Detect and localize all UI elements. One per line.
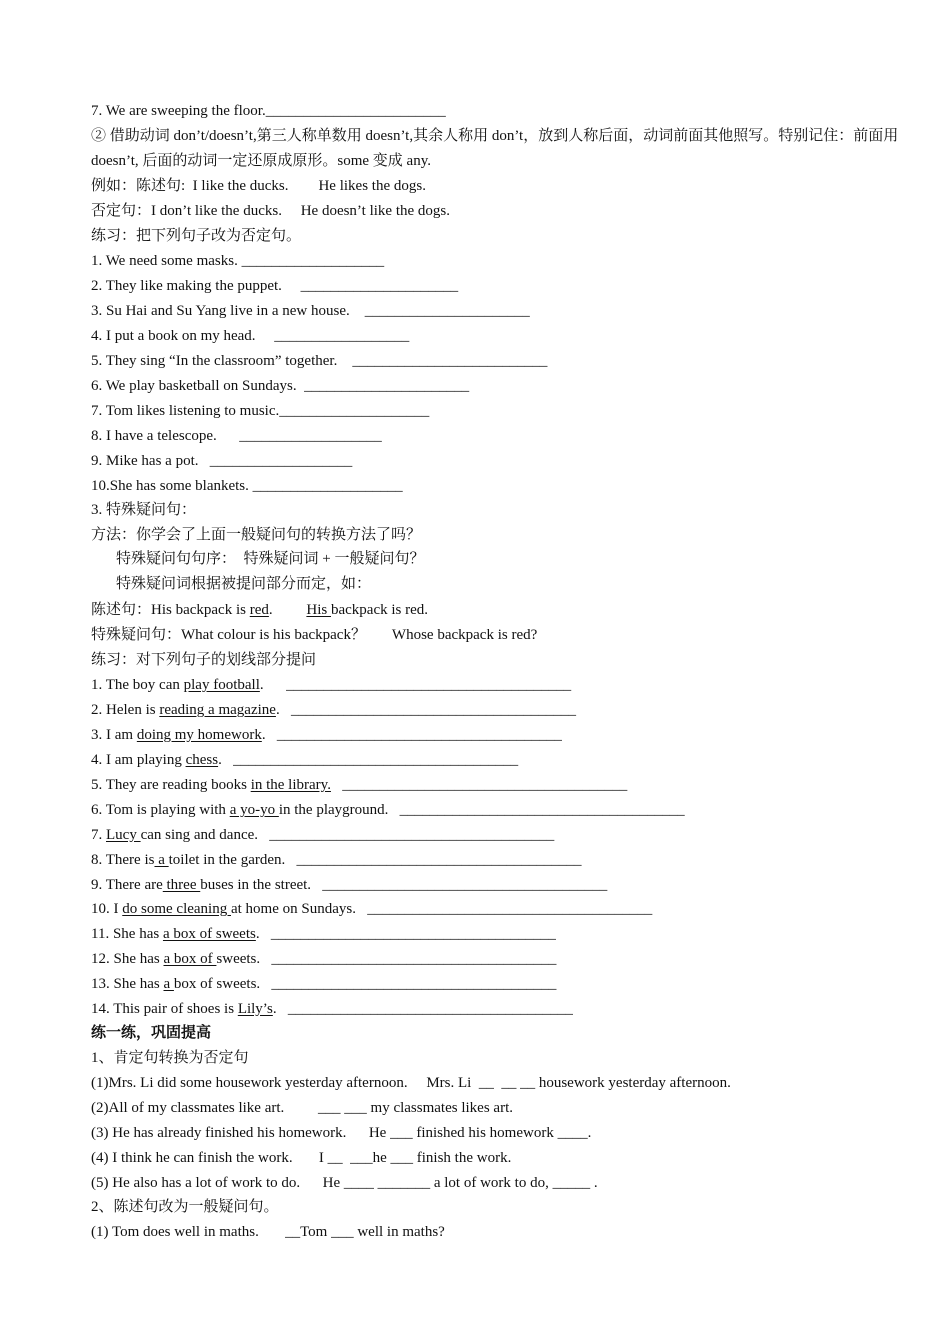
question-item	[91, 823, 910, 848]
answer-blank: box of sweets. ______________________________________	[173, 976, 557, 992]
answer-blank: ______________________________________	[330, 777, 628, 793]
text-line: 方法：你学会了上面一般疑问句的转换方法了吗？	[91, 527, 422, 543]
rule-paragraph: ② 借助动词 don’t/doesn’t,第三人称单数用 doesn’t,其余人称用 don’t，放到人称后面，动词前面其他照写。特别记住：前面用 doesn’t, 后面的动词一定还原成原形。some 变成 any.	[91, 128, 899, 169]
text: 13. She has	[91, 976, 164, 992]
question-item	[91, 873, 910, 898]
answer-blank: buses in the street. ______________________________________	[200, 877, 608, 893]
question-item	[91, 673, 910, 698]
answer-blank: sweets. ______________________________________	[216, 951, 557, 967]
exercise-item: 9. Mike has a pot. ___________________	[91, 453, 353, 469]
subsection-heading: 2、陈述句改为一般疑问句。	[91, 1199, 279, 1215]
exercise-item: 6. We play basketball on Sundays. ______________________	[91, 378, 470, 394]
text: 3. I am	[91, 727, 137, 743]
underlined-text: three	[162, 877, 201, 893]
exercise-item: 2. They like making the puppet. _____________________	[91, 278, 459, 294]
answer-blank: . ______________________________________	[261, 727, 562, 743]
example-question: 特殊疑问句：What colour is his backpack？ Whose backpack is red?	[91, 627, 538, 643]
question-item	[91, 723, 910, 748]
text: 4. I am playing	[91, 752, 186, 768]
text: 12. She has	[91, 951, 164, 967]
exercise-item: 7. Tom likes listening to music.____________________	[91, 403, 430, 419]
exercise-item: (1) Tom does well in maths. __Tom ___ well in maths?	[91, 1224, 445, 1240]
question-item	[91, 698, 910, 723]
underlined-text: chess	[185, 752, 219, 768]
question-item	[91, 897, 910, 922]
underlined-text: a	[154, 852, 169, 868]
exercise-instruction: 练习：把下列句子改为否定句。	[91, 228, 302, 244]
question-item	[91, 748, 910, 773]
text: 14. This pair of shoes is	[91, 1001, 238, 1017]
underlined-text: a	[163, 976, 174, 992]
exercise-item: (2)All of my classmates like art. ___ ___ my classmates likes art.	[91, 1100, 513, 1116]
answer-blank: . ______________________________________	[218, 752, 519, 768]
underlined-text: doing my homework	[136, 727, 262, 743]
text: 陈述句：His backpack is	[91, 602, 250, 618]
underlined-text: a box of sweets	[162, 926, 256, 942]
question-item	[91, 947, 910, 972]
text: 10. I	[91, 901, 123, 917]
question-item	[91, 997, 910, 1022]
underlined-text: reading a magazine	[159, 702, 276, 718]
example-statement	[91, 598, 910, 623]
underlined-text: play football	[183, 677, 260, 693]
exercise-item: (3) He has already finished his homework. He ___ finished his homework ____.	[91, 1125, 592, 1141]
exercise-item: 5. They sing “In the classroom” together. __________________________	[91, 353, 548, 369]
exercise-item: (1)Mrs. Li did some housework yesterday afternoon. Mrs. Li __ __ __ housework yesterday afternoon.	[91, 1075, 731, 1091]
text: 1. The boy can	[91, 677, 184, 693]
question-item	[91, 773, 910, 798]
answer-blank: . ______________________________________	[275, 702, 576, 718]
text: 9. There are	[91, 877, 163, 893]
question-item	[91, 798, 910, 823]
underlined-text: in the library.	[250, 777, 331, 793]
exercise-item: (4) I think he can finish the work. I __ ___he ___ finish the work.	[91, 1150, 512, 1166]
text: 11. She has	[91, 926, 163, 942]
exercise-item: 8. I have a telescope. ___________________	[91, 428, 382, 444]
exercise-item: 4. I put a book on my head. __________________	[91, 328, 410, 344]
section-heading: 3. 特殊疑问句：	[91, 502, 197, 518]
answer-blank: . ______________________________________	[272, 1001, 573, 1017]
text: 8. There is	[91, 852, 155, 868]
question-item	[91, 972, 910, 997]
underlined-text: His	[306, 602, 331, 618]
text: backpack is red.	[330, 602, 429, 618]
underlined-text: red	[249, 602, 269, 618]
text: 7.	[91, 827, 106, 843]
answer-blank: can sing and dance. ______________________________________	[140, 827, 555, 843]
underlined-text: Lily’s	[237, 1001, 273, 1017]
underlined-text: do some cleaning	[122, 901, 231, 917]
underlined-text: a box of	[163, 951, 217, 967]
text-line: 否定句：I don’t like the ducks. He doesn’t like the dogs.	[91, 203, 450, 219]
subsection-heading: 1、肯定句转换为否定句	[91, 1050, 249, 1066]
text: .	[268, 602, 307, 618]
exercise-item: (5) He also has a lot of work to do. He ____ _______ a lot of work to do, _____ .	[91, 1175, 598, 1191]
text-line: 特殊疑问句句序： 特殊疑问词 + 一般疑问句？	[116, 551, 425, 567]
answer-blank: toilet in the garden. ______________________________________	[168, 852, 582, 868]
exercise-item: 1. We need some masks. ___________________	[91, 253, 385, 269]
text-line: 特殊疑问词根据被提问部分而定，如：	[116, 576, 372, 592]
answer-blank: in the playground. ______________________________________	[278, 802, 685, 818]
text-line: 例如：陈述句: I like the ducks. He likes the dogs.	[91, 178, 426, 194]
exercise-instruction: 练习：对下列句子的划线部分提问	[91, 652, 317, 668]
exercise-item: 3. Su Hai and Su Yang live in a new house. ______________________	[91, 303, 530, 319]
exercise-item: 10.She has some blankets. ____________________	[91, 478, 403, 494]
question-item	[91, 922, 910, 947]
text: 6. Tom is playing with	[91, 802, 230, 818]
answer-blank: . ______________________________________	[259, 677, 572, 693]
text-line: 7. We are sweeping the floor.________________________	[91, 103, 446, 119]
underlined-text: Lucy	[106, 827, 141, 843]
answer-blank: at home on Sundays. ______________________________________	[230, 901, 653, 917]
section-heading: 练一练，巩固提高	[91, 1025, 212, 1041]
question-item	[91, 848, 910, 873]
answer-blank: . ______________________________________	[255, 926, 556, 942]
text: 5. They are reading books	[91, 777, 251, 793]
text: 2. Helen is	[91, 702, 160, 718]
underlined-text: a yo-yo	[229, 802, 279, 818]
